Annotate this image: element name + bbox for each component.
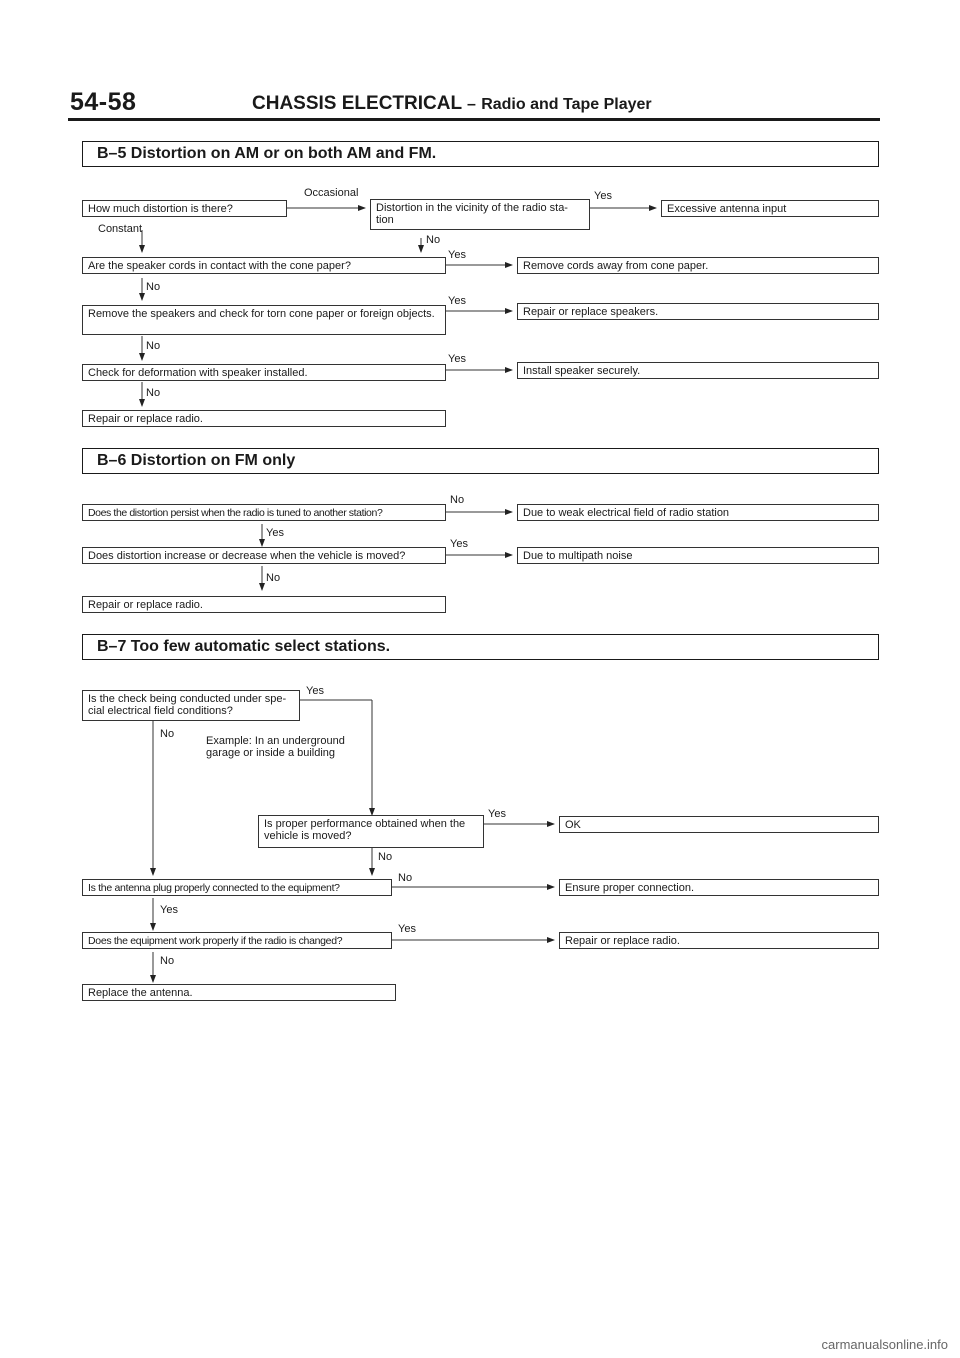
b5-yes-2: Yes	[448, 249, 466, 261]
chapter-subtitle: Radio and Tape Player	[481, 96, 652, 113]
b5-install-speaker: Install speaker securely.	[517, 362, 879, 379]
b7-no-1: No	[160, 728, 175, 740]
chapter-title: CHASSIS ELECTRICAL	[252, 93, 462, 114]
b6-yes-2: Yes	[450, 538, 468, 550]
b6-multipath: Due to multipath noise	[517, 547, 879, 564]
b5-no-3: No	[146, 340, 161, 352]
b7-ok: OK	[559, 816, 879, 833]
b5-label-constant: Constant	[98, 223, 143, 235]
b7-yes-1: Yes	[306, 685, 324, 697]
b5-no-1: No	[426, 234, 441, 246]
b7-no-4: No	[160, 955, 175, 967]
b6-weak-field: Due to weak electrical field of radio station	[517, 504, 879, 521]
b7-example-note: Example: In an underground garage or inside a building	[206, 735, 345, 759]
b7-q-special: Is the check being conducted under spe- cial electrical field conditions?	[82, 690, 300, 721]
b5-label-occasional: Occasional	[304, 187, 359, 199]
b6-repair-radio: Repair or replace radio.	[82, 596, 446, 613]
section-b7-title: B–7 Too few automatic select stations.	[82, 634, 879, 660]
b7-yes-2: Yes	[488, 808, 506, 820]
b7-q-plug: Is the antenna plug properly connected to the equipment?	[82, 879, 392, 896]
b5-repair-speakers: Repair or replace speakers.	[517, 303, 879, 320]
b7-replace-antenna: Replace the antenna.	[82, 984, 396, 1001]
section-b5-title: B–5 Distortion on AM or on both AM and FM.	[82, 141, 879, 167]
b7-yes-4: Yes	[398, 923, 416, 935]
b6-yes-1: Yes	[266, 527, 284, 539]
b5-q-vicinity: Distortion in the vicinity of the radio sta- tion	[370, 199, 590, 230]
b5-excessive-input: Excessive antenna input	[661, 200, 879, 217]
b7-ensure-connection: Ensure proper connection.	[559, 879, 879, 896]
b6-q-persist: Does the distortion persist when the radio is tuned to another station?	[82, 504, 446, 521]
b7-yes-3: Yes	[160, 904, 178, 916]
b6-q-increase: Does distortion increase or decrease when the vehicle is moved?	[82, 547, 446, 564]
b5-q-how-much: How much distortion is there?	[82, 200, 287, 217]
b7-repair-radio: Repair or replace radio.	[559, 932, 879, 949]
b6-no-1: No	[450, 494, 465, 506]
b5-q-speaker-cords: Are the speaker cords in contact with the cone paper?	[82, 257, 446, 274]
b7-q-equipment: Does the equipment work properly if the radio is changed?	[82, 932, 392, 949]
b5-no-2: No	[146, 281, 161, 293]
b7-q-performance: Is proper performance obtained when the vehicle is moved?	[258, 815, 484, 848]
title-dash: –	[467, 96, 476, 113]
b6-no-2: No	[266, 572, 281, 584]
page-number: 54-58	[70, 88, 137, 116]
b5-yes-3: Yes	[448, 295, 466, 307]
b5-q-deformation: Check for deformation with speaker installed.	[82, 364, 446, 381]
b5-repair-radio: Repair or replace radio.	[82, 410, 446, 427]
b5-q-remove-speakers: Remove the speakers and check for torn cone paper or foreign objects.	[82, 305, 446, 335]
b7-no-3: No	[398, 872, 413, 884]
section-b6-title: B–6 Distortion on FM only	[82, 448, 879, 474]
watermark: carmanualsonline.info	[821, 1337, 948, 1352]
b5-no-4: No	[146, 387, 161, 399]
b5-yes-1: Yes	[594, 190, 612, 202]
b7-no-2: No	[378, 851, 393, 863]
b5-yes-4: Yes	[448, 353, 466, 365]
b5-remove-cords: Remove cords away from cone paper.	[517, 257, 879, 274]
